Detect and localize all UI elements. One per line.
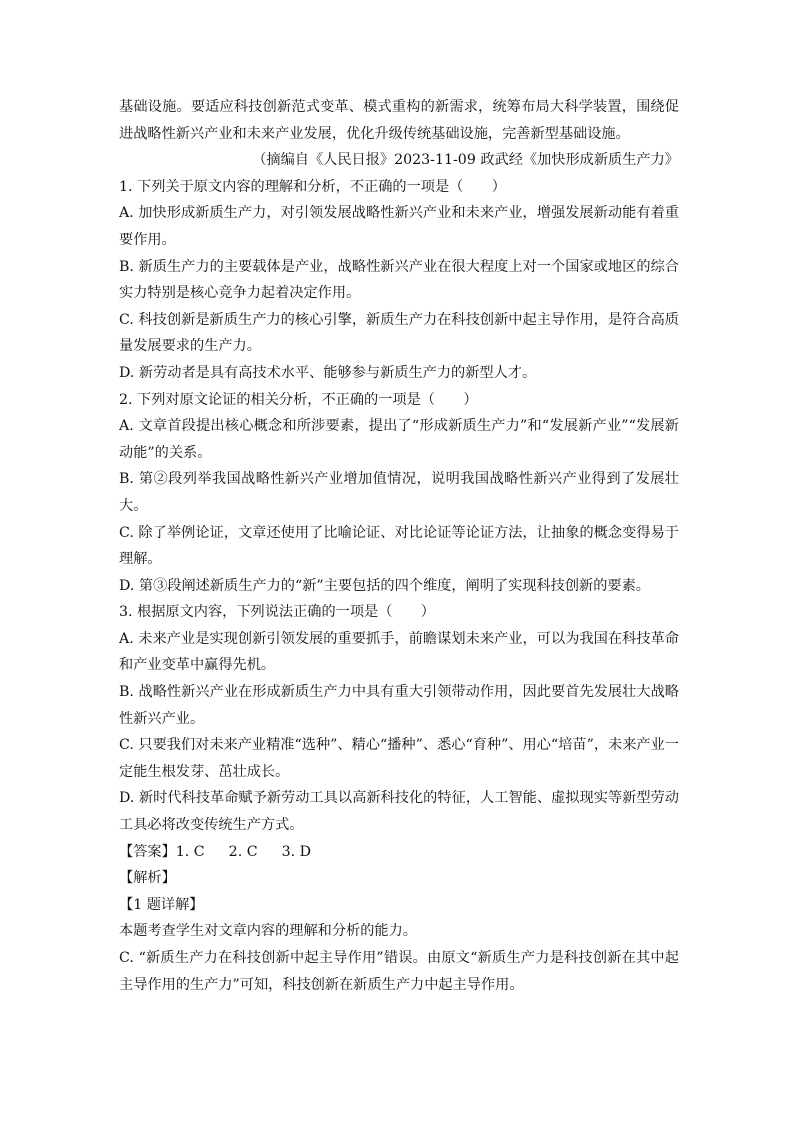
analysis-label: 【解析】 (119, 870, 176, 887)
question-3-option-d: D. 新时代科技革命赋予新劳动工具以高新科技化的特征，人工智能、虚拟现实等新型劳动工具必将改变传统生产方式。 (119, 790, 679, 834)
question-2-option-a: A. 文章首段提出核心概念和所涉要素，提出了“形成新质生产力”和“发展新产业”“发展新动能”的关系。 (119, 418, 679, 461)
question-2-option-c: C. 除了举例论证，文章还使用了比喻论证、对比论证等论证方法，让抽象的概念变得易于理解。 (119, 524, 679, 568)
question-1: 1. 下列关于原文内容的理解和分析，不正确的一项是（ ） (119, 178, 506, 195)
question-3: 3. 根据原文内容，下列说法正确的一项是（ ） (119, 604, 435, 621)
question-3-option-b: B. 战略性新兴产业在形成新质生产力中具有重大引领带动作用，因此要首先发展壮大战略性新兴产业。 (119, 684, 679, 727)
answer-line (119, 839, 679, 866)
question-1-option-b: B. 新质生产力的主要载体是产业，战略性新兴产业在很大程度上对一个国家或地区的综合实力特别是核心竞争力起着决定作用。 (119, 258, 679, 302)
detail-paragraph-1: 本题考查学生对文章内容的理解和分析的能力。 (119, 923, 417, 940)
question-2-option-d: D. 第③段阐述新质生产力的“新”主要包括的四个维度，阐明了实现科技创新的要素。 (119, 577, 650, 594)
answer-label: 【答案】 (119, 843, 176, 860)
answer-item-3: 3. D (281, 843, 311, 860)
document-body (119, 94, 679, 998)
answer-item-1: 1. C (175, 843, 205, 860)
detail-paragraph-2: C. “新质生产力在科技创新中起主导作用”错误。由原文“新质生产力是科技创新在其中起主导作用的生产力”可知，科技创新在新质生产力中起主导作用。 (119, 950, 679, 993)
answer-item-2: 2. C (228, 843, 258, 860)
question-2-option-b: B. 第②段列举我国战略性新兴产业增加值情况，说明我国战略性新兴产业得到了发展壮大。 (119, 471, 679, 514)
intro-paragraph: 基础设施。要适应科技创新范式变革、模式重构的新需求，统筹布局大科学装置，围绕促进战略性新兴产业和未来产业发展，优化升级传统基础设施，完善新型基础设施。 (119, 99, 679, 142)
question-2: 2. 下列对原文论证的相关分析，不正确的一项是（ ） (119, 391, 478, 408)
source-citation: （摘编自《人民日报》2023-11-09 政武经《加快形成新质生产力》 (252, 152, 679, 169)
question-1-option-c: C. 科技创新是新质生产力的核心引擎，新质生产力在科技创新中起主导作用，是符合高质量发展要求的生产力。 (119, 311, 679, 355)
question-1-option-d: D. 新劳动者是具有高技术水平、能够参与新质生产力的新型人才。 (119, 364, 537, 381)
detail-label: 【1 题详解】 (119, 896, 204, 913)
question-3-option-a: A. 未来产业是实现创新引领发展的重要抓手，前瞻谋划未来产业，可以为我国在科技革命和产业变革中赢得先机。 (119, 630, 679, 674)
question-1-option-a: A. 加快形成新质生产力，对引领发展战略性新兴产业和未来产业，增强发展新动能有着重要作用。 (119, 205, 679, 248)
question-3-option-c: C. 只要我们对未来产业精准“选种”、精心“播种”、悉心“育种”、用心“培苗”，未来产业一定能生根发芽、茁壮成长。 (119, 737, 679, 780)
